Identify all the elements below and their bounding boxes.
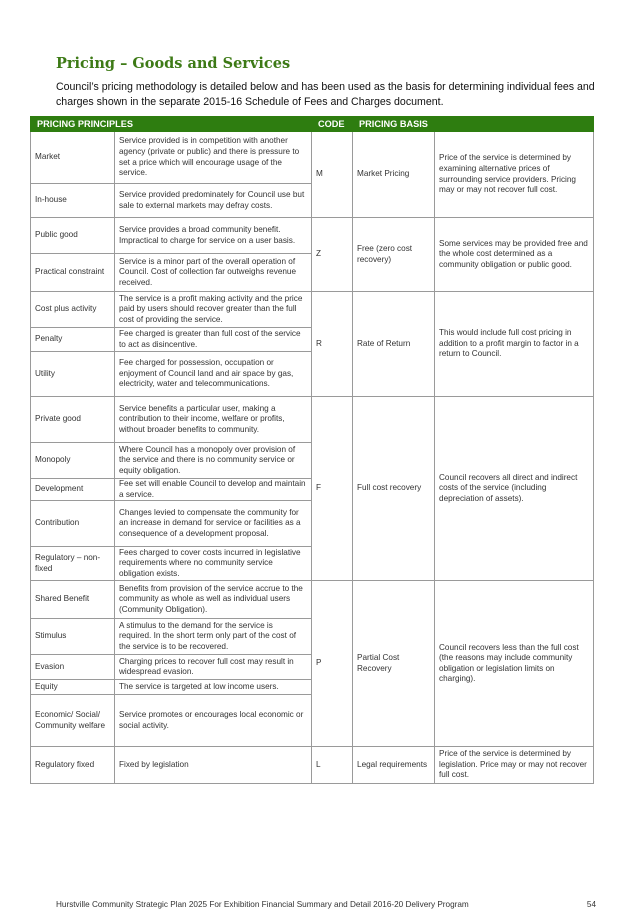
basis-cell: Free (zero cost recovery) xyxy=(353,218,435,292)
basis-cell: Legal requirements xyxy=(353,747,435,784)
basis-cell: Market Pricing xyxy=(353,132,435,218)
explanation-cell: Some services may be provided free and the whole cost determined as a community obligation or public good. xyxy=(435,218,594,292)
table-row xyxy=(31,581,594,619)
description-cell: Fee set will enable Council to develop and maintain a service. xyxy=(115,479,312,501)
code-cell: P xyxy=(312,581,353,747)
description-cell: Service promotes or encourages local economic or social activity. xyxy=(115,695,312,747)
principle-cell: Monopoly xyxy=(31,443,115,479)
principle-cell: Practical constraint xyxy=(31,254,115,292)
code-cell: F xyxy=(312,397,353,581)
footer-text: Hurstville Community Strategic Plan 2025 For Exhibition Financial Summary and Detail 2016-20 Delivery Program xyxy=(56,900,469,909)
header-pricing-principles: PRICING PRINCIPLES xyxy=(31,117,312,132)
table-row xyxy=(31,397,594,443)
code-cell: M xyxy=(312,132,353,218)
page-number: 54 xyxy=(586,900,596,909)
description-cell: Service provided predominately for Council use but sale to external markets may defray costs. xyxy=(115,184,312,218)
description-cell: Fee charged is greater than full cost of the service to act as disincentive. xyxy=(115,328,312,352)
intro-paragraph: Council’s pricing methodology is detailed below and has been used as the basis for determining individual fees and charges shown in the separate 2015-16 Schedule of Fees and Charges document. xyxy=(56,81,595,108)
principle-cell: Stimulus xyxy=(31,619,115,655)
principle-cell: Regulatory – non-fixed xyxy=(31,547,115,581)
explanation-cell: Price of the service is determined by examining alternative prices of surrounding service providers. Pricing may or may not recover full cost. xyxy=(435,132,594,218)
explanation-cell: Price of the service is determined by legislation. Price may or may not recover full cost. xyxy=(435,747,594,784)
pricing-table xyxy=(30,116,594,784)
description-cell: Charging prices to recover full cost may result in widespread evasion. xyxy=(115,655,312,680)
description-cell: Where Council has a monopoly over provision of the service and there is no community service or equity obligation. xyxy=(115,443,312,479)
description-cell: A stimulus to the demand for the service is required. In the short term only part of the cost of the service is to be recovered. xyxy=(115,619,312,655)
page-title: Pricing – Goods and Services xyxy=(56,55,291,72)
principle-cell: Cost plus activity xyxy=(31,292,115,328)
pricing-table-body xyxy=(31,132,594,784)
code-cell: Z xyxy=(312,218,353,292)
table-row xyxy=(31,292,594,328)
description-cell: Fees charged to cover costs incurred in legislative requirements where no community service obligation exists. xyxy=(115,547,312,581)
principle-cell: Shared Benefit xyxy=(31,581,115,619)
description-cell: Service benefits a particular user, making a contribution to their income, welfare or profits, without broader benefits to community. xyxy=(115,397,312,443)
basis-cell: Partial Cost Recovery xyxy=(353,581,435,747)
principle-cell: Evasion xyxy=(31,655,115,680)
description-cell: Service is a minor part of the overall operation of Council. Cost of collection far outweighs revenue received. xyxy=(115,254,312,292)
explanation-cell: Council recovers less than the full cost (the reasons may include community obligation or legislation limits on charging). xyxy=(435,581,594,747)
basis-cell: Full cost recovery xyxy=(353,397,435,581)
principle-cell: Utility xyxy=(31,352,115,397)
table-row xyxy=(31,218,594,254)
principle-cell: Contribution xyxy=(31,501,115,547)
table-row xyxy=(31,747,594,784)
description-cell: Changes levied to compensate the community for an increase in demand for service or facilities as a consequence of a development proposal. xyxy=(115,501,312,547)
principle-cell: Development xyxy=(31,479,115,501)
principle-cell: Private good xyxy=(31,397,115,443)
explanation-cell: This would include full cost pricing in addition to a profit margin to factor in a return to Council. xyxy=(435,292,594,397)
principle-cell: Penalty xyxy=(31,328,115,352)
header-pricing-basis: PRICING BASIS xyxy=(353,117,594,132)
principle-cell: Public good xyxy=(31,218,115,254)
page-footer xyxy=(56,900,596,909)
table-row xyxy=(31,132,594,184)
principle-cell: In-house xyxy=(31,184,115,218)
principle-cell: Equity xyxy=(31,680,115,695)
description-cell: Benefits from provision of the service accrue to the community as whole as well as individual users (Community Obligation). xyxy=(115,581,312,619)
code-cell: L xyxy=(312,747,353,784)
description-cell: Service provided is in competition with another agency (private or public) and there is pressure to set a price which will encourage usage of the service. xyxy=(115,132,312,184)
principle-cell: Regulatory fixed xyxy=(31,747,115,784)
description-cell: The service is a profit making activity and the price paid by users should recover greater than the full cost of providing the service. xyxy=(115,292,312,328)
principle-cell: Market xyxy=(31,132,115,184)
code-cell: R xyxy=(312,292,353,397)
description-cell: The service is targeted at low income users. xyxy=(115,680,312,695)
basis-cell: Rate of Return xyxy=(353,292,435,397)
table-header-row xyxy=(31,117,594,132)
header-code: CODE xyxy=(312,117,353,132)
description-cell: Service provides a broad community benefit. Impractical to charge for service on a user basis. xyxy=(115,218,312,254)
principle-cell: Economic/ Social/ Community welfare xyxy=(31,695,115,747)
description-cell: Fee charged for possession, occupation or enjoyment of Council land and air space by gas, electricity, water and telecommunications. xyxy=(115,352,312,397)
explanation-cell: Council recovers all direct and indirect costs of the service (including depreciation of assets). xyxy=(435,397,594,581)
description-cell: Fixed by legislation xyxy=(115,747,312,784)
